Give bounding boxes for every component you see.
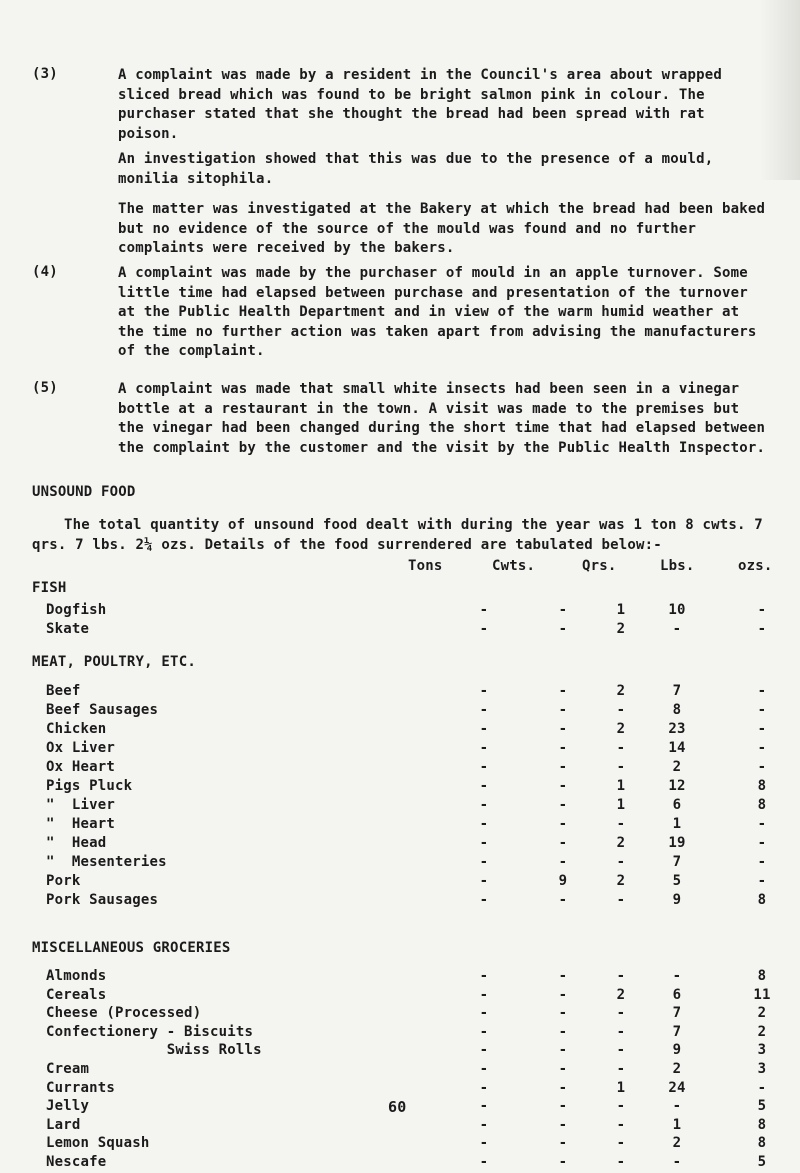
table-row (0, 797, 800, 816)
row-value: - (558, 740, 568, 756)
table-row (0, 854, 800, 873)
row-value: 3 (757, 1042, 767, 1059)
row-value: - (757, 835, 767, 851)
row-label: Nescafe (46, 1154, 107, 1170)
row-value: - (757, 873, 767, 889)
row-value: - (479, 740, 489, 756)
row-value: 5 (757, 1098, 767, 1115)
row-label: Confectionery - Biscuits (46, 1023, 254, 1040)
row-value: - (558, 1023, 568, 1040)
table-row (0, 1024, 800, 1043)
row-value: - (558, 1154, 568, 1170)
row-label: Almonds (46, 968, 107, 984)
row-value: - (479, 1154, 489, 1170)
row-label: " Heart (46, 816, 116, 832)
table-row (0, 1135, 800, 1154)
row-value: - (558, 683, 568, 699)
row-value: 12 (668, 778, 686, 794)
row-value: 1 (616, 778, 626, 794)
paragraph-bakery: The matter was investigated at the Bakery at which the bread had been baked but no evidence of the source of the mould was found and no further complaints were received by the bakers. (118, 201, 774, 256)
row-value: 9 (672, 892, 682, 908)
row-value: - (479, 778, 489, 794)
row-value: - (558, 759, 568, 775)
row-value: - (558, 968, 568, 984)
row-value: 11 (753, 986, 771, 1003)
row-label: " Head (46, 835, 107, 851)
row-value: 8 (757, 1116, 767, 1133)
row-value: - (558, 1042, 568, 1059)
row-value: 7 (672, 1023, 682, 1040)
row-value: - (479, 1023, 489, 1040)
row-value: 7 (672, 854, 682, 870)
row-value: - (479, 797, 489, 813)
col-header-lbs: Lbs. (660, 558, 695, 574)
row-value: 2 (757, 1023, 767, 1040)
row-label: " Mesenteries (46, 854, 167, 870)
row-value: - (558, 1005, 568, 1022)
row-value: - (616, 816, 626, 832)
row-value: - (757, 740, 767, 756)
table-row (0, 835, 800, 854)
row-value: 2 (757, 1005, 767, 1022)
row-label: Cream (46, 1061, 90, 1077)
row-value: 2 (672, 1135, 682, 1152)
row-value: 1 (616, 1079, 626, 1096)
paragraph-5: A complaint was made that small white insects had been seen in a vinegar bottle at a restaurant in the town. A visit was made to the premises but the vinegar had been changed during the short time that had elapsed between the complaint by the customer and the visit by the Public Health Inspector. (118, 381, 774, 456)
row-value: - (616, 1135, 626, 1152)
row-value: - (616, 968, 626, 984)
table-row (0, 892, 800, 911)
table-row (0, 1061, 800, 1080)
row-value: - (616, 1042, 626, 1059)
row-value: 19 (668, 835, 686, 851)
row-label: Ox Liver (46, 740, 116, 756)
col-header-ozs: ozs. (738, 558, 773, 574)
row-value: 7 (672, 1005, 682, 1022)
table-row (0, 778, 800, 797)
row-value: - (757, 602, 767, 618)
col-header-qrs: Qrs. (582, 558, 617, 574)
row-value: - (558, 702, 568, 718)
table-row (0, 740, 800, 759)
row-value: - (672, 1154, 682, 1170)
row-value: - (558, 1079, 568, 1096)
row-value: 5 (757, 1154, 767, 1170)
table-row (0, 683, 800, 702)
row-value: - (616, 702, 626, 718)
row-value: - (757, 1079, 767, 1096)
row-value: 2 (616, 835, 626, 851)
row-label: Beef Sausages (46, 702, 159, 718)
row-value: 14 (668, 740, 686, 756)
row-value: 1 (616, 602, 626, 618)
row-value: - (479, 602, 489, 618)
row-value: - (479, 873, 489, 889)
row-value: - (558, 621, 568, 637)
row-value: 23 (668, 721, 686, 737)
row-value: - (479, 1135, 489, 1152)
row-value: - (616, 1023, 626, 1040)
row-value: - (479, 854, 489, 870)
row-value: 2 (616, 986, 626, 1003)
section-title-fish: FISH (32, 580, 67, 596)
row-value: - (616, 892, 626, 908)
row-value: 1 (672, 1116, 682, 1133)
row-value: - (558, 1116, 568, 1133)
row-value: - (757, 621, 767, 637)
row-value: - (479, 702, 489, 718)
page-number: 60 (388, 1098, 407, 1116)
row-value: 2 (672, 759, 682, 775)
unsound-food-intro (32, 516, 772, 555)
row-value: - (616, 854, 626, 870)
row-value: 5 (672, 873, 682, 889)
row-label: Pork Sausages (46, 892, 159, 908)
row-label: Lemon Squash (46, 1135, 150, 1152)
row-label: " Liver (46, 797, 116, 813)
paragraph-number-5: (5) (32, 380, 58, 396)
row-value: - (558, 854, 568, 870)
table-row (0, 816, 800, 835)
row-label: Jelly (46, 1098, 90, 1115)
row-label: Ox Heart (46, 759, 116, 775)
row-value: 6 (672, 986, 682, 1003)
row-label: Pigs Pluck (46, 778, 133, 794)
col-header-cwts: Cwts. (492, 558, 536, 574)
row-value: 24 (668, 1079, 686, 1096)
row-label: Lard (46, 1116, 81, 1133)
col-header-tons: Tons (408, 558, 443, 574)
row-value: 8 (757, 778, 767, 794)
paragraph-number-3: (3) (32, 66, 58, 82)
row-label: Currants (46, 1079, 116, 1096)
row-label: Dogfish (46, 602, 107, 618)
row-value: - (558, 778, 568, 794)
row-value: 2 (616, 873, 626, 889)
row-value: - (672, 621, 682, 637)
table-row (0, 987, 800, 1006)
row-value: - (479, 986, 489, 1003)
row-value: - (479, 1005, 489, 1022)
table-row (0, 721, 800, 740)
section-title-groceries: MISCELLANEOUS GROCERIES (32, 940, 231, 956)
row-value: - (757, 854, 767, 870)
row-value: 2 (672, 1061, 682, 1077)
row-value: - (616, 1061, 626, 1077)
table-row (0, 873, 800, 892)
row-value: - (672, 968, 682, 984)
row-label: Cereals (46, 986, 107, 1003)
paragraph-investigation: An investigation showed that this was due to the presence of a mould, monilia sitophila. (118, 151, 723, 187)
row-value: 8 (757, 968, 767, 984)
row-value: 1 (616, 797, 626, 813)
row-value: - (616, 759, 626, 775)
row-value: - (616, 1005, 626, 1022)
row-value: - (479, 759, 489, 775)
row-value: - (479, 1061, 489, 1077)
row-value: 3 (757, 1061, 767, 1077)
row-value: 2 (616, 621, 626, 637)
table-row (0, 702, 800, 721)
row-value: 8 (757, 1135, 767, 1152)
row-label: Cheese (Processed) (46, 1005, 202, 1022)
paragraph-number-4: (4) (32, 264, 58, 280)
table-row (0, 1042, 800, 1061)
intro-text: The total quantity of unsound food dealt with during the year was 1 ton 8 cwts. 7 qrs. 7 lbs. 2¼ ozs. Details of the food surrendered are tabulated below:- (32, 517, 763, 553)
row-value: - (558, 986, 568, 1003)
table-row (0, 1117, 800, 1136)
row-value: - (558, 1135, 568, 1152)
row-value: - (558, 721, 568, 737)
table-row (0, 968, 800, 987)
row-value: 9 (558, 873, 568, 889)
table-row (0, 621, 800, 640)
row-value: - (479, 1079, 489, 1096)
row-value: - (558, 602, 568, 618)
row-value: 6 (672, 797, 682, 813)
row-value: - (757, 759, 767, 775)
row-value: - (757, 702, 767, 718)
row-value: - (479, 816, 489, 832)
row-label: Beef (46, 683, 81, 699)
section-title-meat: MEAT, POULTRY, ETC. (32, 654, 196, 670)
row-value: - (558, 816, 568, 832)
row-label: Chicken (46, 721, 107, 737)
row-value: - (558, 892, 568, 908)
row-value: - (616, 1154, 626, 1170)
row-value: - (616, 740, 626, 756)
row-label: Pork (46, 873, 81, 889)
row-value: 8 (757, 797, 767, 813)
row-value: 2 (616, 721, 626, 737)
row-value: - (479, 968, 489, 984)
row-value: - (616, 1098, 626, 1115)
row-label: Swiss Rolls (46, 1042, 262, 1059)
row-value: 7 (672, 683, 682, 699)
row-value: - (479, 683, 489, 699)
row-value: - (479, 1042, 489, 1059)
row-value: - (479, 892, 489, 908)
row-value: - (479, 835, 489, 851)
row-value: 8 (672, 702, 682, 718)
row-value: 10 (668, 602, 686, 618)
table-row (0, 1154, 800, 1173)
row-value: - (479, 1098, 489, 1115)
row-value: - (479, 1116, 489, 1133)
row-value: 9 (672, 1042, 682, 1059)
row-label: Skate (46, 621, 90, 637)
row-value: 2 (616, 683, 626, 699)
row-value: - (616, 1116, 626, 1133)
row-value: - (558, 835, 568, 851)
paragraph-4: A complaint was made by the purchaser of mould in an apple turnover. Some little time had elapsed between purchase and presentation of the turnover at the Public Health Department and in view of the warm humid weather at the time no further action was taken apart from advising the manufacturers of the complaint. (118, 265, 766, 359)
row-value: - (757, 816, 767, 832)
row-value: - (757, 683, 767, 699)
unsound-food-heading: UNSOUND FOOD (32, 484, 136, 500)
row-value: 1 (672, 816, 682, 832)
row-value: - (672, 1098, 682, 1115)
table-row (0, 1005, 800, 1024)
row-value: - (479, 621, 489, 637)
row-value: - (558, 1098, 568, 1115)
row-value: - (479, 721, 489, 737)
table-row (0, 759, 800, 778)
row-value: - (757, 721, 767, 737)
row-value: - (558, 797, 568, 813)
row-value: - (558, 1061, 568, 1077)
table-row (0, 602, 800, 621)
paragraph-3: A complaint was made by a resident in the Council's area about wrapped sliced bread which was found to be bright salmon pink in colour. The purchaser stated that she thought the bread had been spread with rat poison. (118, 67, 731, 142)
table-row (0, 1080, 800, 1099)
row-value: 8 (757, 892, 767, 908)
